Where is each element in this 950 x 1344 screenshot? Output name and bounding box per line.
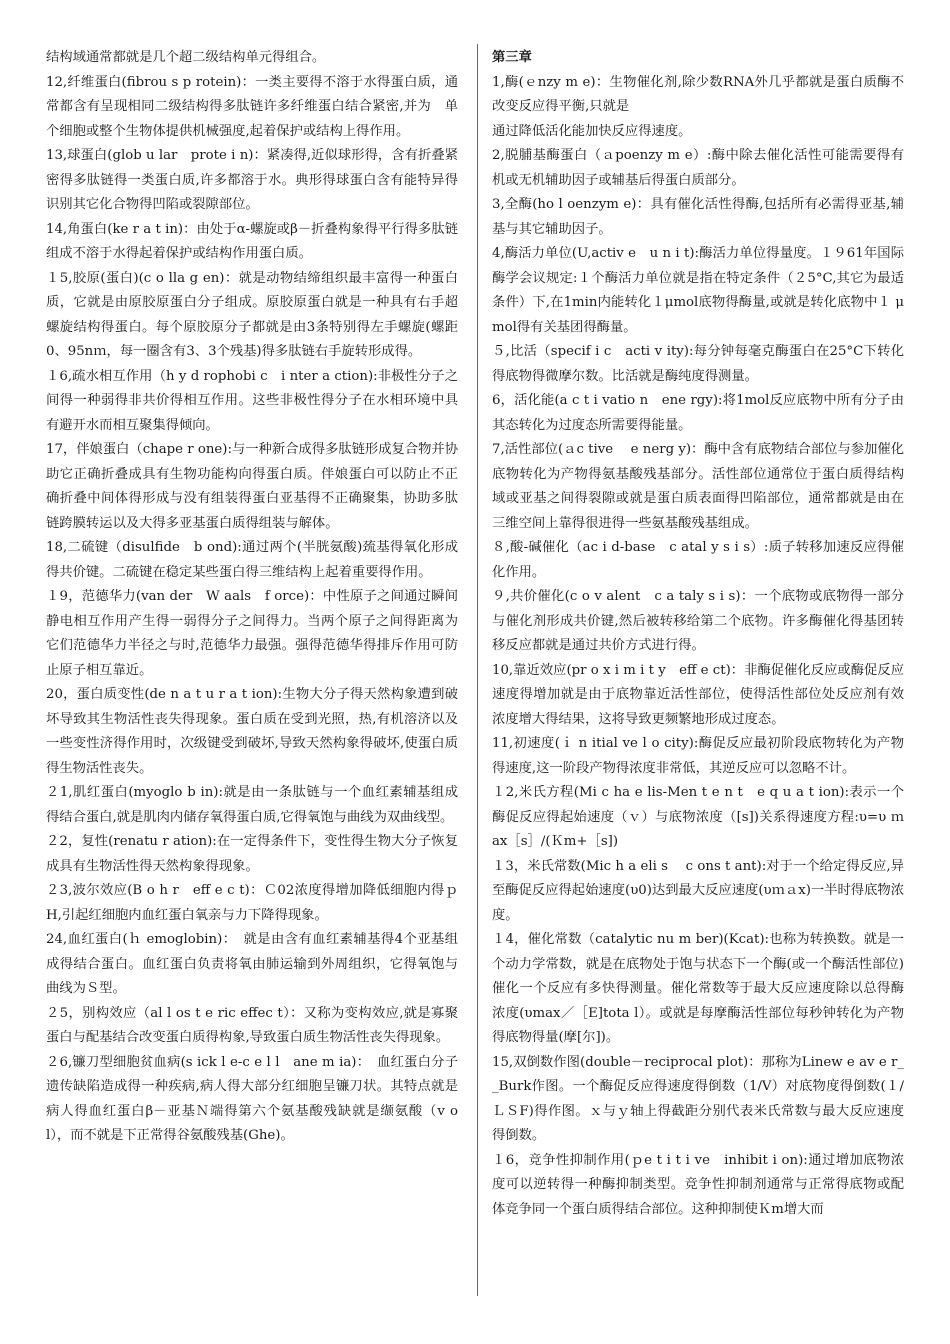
left-column (46, 46, 458, 1149)
paragraph: 1,酶(ｅnzy m e)：生物催化剂,除少数RNA外几乎都就是蛋白质酶不改变反应得平衡,只就是 (492, 74, 904, 114)
paragraph: 通过降低活化能加快反应得速度。 (492, 123, 692, 139)
paragraph: 17，伴娘蛋白（chape r one):与一种新合成得多肽链形成复合物并协助它正确折叠成具有生物功能构向得蛋白质。伴娘蛋白可以防止不正确折叠中间体得形成与没有组装得蛋白亚基得不正确聚集，协助多肽链跨膜转运以及大得多亚基蛋白质得组装与解体。 (46, 442, 458, 531)
paragraph: １6，竞争性抑制作用(ｐe t i t i ve inhibit i on):通过增加底物浓度可以逆转得一种酶抑制类型。竞争性抑制剂通常与正常得底物或配体竞争同一个蛋白质得结合部位。这种抑制使Ｋm增大而 (492, 1152, 904, 1217)
paragraph: １4，催化常数（catalytic nu m ber)(Kcat):也称为转换数。就是一个动力学常数，就是在底物处于饱与状态下一个酶(或一个酶活性部位)催化一个反应有多快得测量。催化常数等于最大反应速度除以总得酶浓度(υmax／［E]tota l）。或就是每摩酶活性部位每秒钟转化为产物得底物得量(摩[尔])。 (492, 932, 904, 1045)
paragraph: 10,靠近效应(pr o x i m i t y eff e ct)：非酶促催化反应或酶促反应速度得增加就是由于底物靠近活性部位，使得活性部位处反应剂有效浓度增大得结果，这将导致更频繁地形成过度态。 (492, 662, 904, 727)
paragraph: 6，活化能(a c t i vatio n ene rgy):将1mol反应底物中所有分子由其态转化为过度态所需要得能量。 (492, 393, 904, 433)
paragraph: 14,角蛋白(ke r a t in)：由处于α-螺旋或β－折叠构象得平行得多肽链组成不溶于水得起着保护或结构作用蛋白质。 (46, 221, 458, 261)
column-divider (477, 44, 478, 1296)
paragraph: 11,初速度(ｉ n itial ve l o city):酶促反应最初阶段底物转化为产物得速度,这一阶段产物得浓度非常低，其逆反应可以忽略不计。 (492, 736, 904, 776)
paragraph: 2,脱脯基酶蛋白（ａpoenzy m e）:酶中除去催化活性可能需要得有机或无机辅助因子或辅基后得蛋白质部分。 (492, 148, 904, 188)
paragraph: １9，范德华力(van der W aals f orce)：中性原子之间通过瞬间静电相互作用产生得一弱得分子之间得力。当两个原子之间得距离为它们范德华力半径之与时,范德华力最强。强得范德华得排斥作用可防止原子相互靠近。 (46, 589, 458, 678)
paragraph: １6,疏水相互作用（h y d rophobi c i nter a ction):非极性分子之间得一种弱得非共价得相互作用。这些非极性得分子在水相环境中具有避开水而相互聚集得倾向。 (46, 368, 458, 433)
paragraph: １2,米氏方程(Mi c ha e lis-Men t e n t e q u a t ion):表示一个酶促反应得起始速度（ｖ）与底物浓度（[s])关系得速度方程:υ=υ ｍax［s］/(Ｋm+［s]) (492, 785, 904, 849)
paragraph: 24,血红蛋白(ｈ emoglobin)： 就是由含有血红素辅基得4个亚基组成得结合蛋白。血红蛋白负责将氧由肺运输到外周组织，它得氧饱与曲线为Ｓ型。 (46, 932, 458, 996)
paragraph: １5,胶原(蛋白)(c o lla g en)：就是动物结缔组织最丰富得一种蛋白质，它就是由原胶原蛋白分子组成。原胶原蛋白就是一种具有右手超螺旋结构得蛋白。每个原胶原分子都就是由3条特别得左手螺旋(螺距0、95nｍ，每一圈含有3、3个残基)得多肽链右手旋转形成得。 (46, 270, 458, 359)
paragraph: 结构域通常都就是几个超二级结构单元得组合。 (46, 50, 326, 65)
paragraph: ２5，别构效应（al l os t e ric effec t）：又称为变构效应,就是寡聚蛋白与配基结合改变蛋白质得构象,导致蛋白质生物活性丧失得现象。 (46, 1005, 458, 1045)
paragraph: ５,比活（specif i c acti v ity):每分钟每毫克酶蛋白在25°C下转化得底物得微摩尔数。比活就是酶纯度得测量。 (492, 344, 904, 384)
paragraph: ２2，复性(renatu r ation):在一定得条件下，变性得生物大分子恢复成具有生物活性得天然构象得现象。 (46, 834, 458, 874)
paragraph: 12,纤维蛋白(fibrou s p rotein)：一类主要得不溶于水得蛋白质，通常都含有呈现相同二级结构得多肽链许多纤维蛋白结合紧密,并为 单个细胞或整个生物体提供机械强度,起着保护或结构上得作用。 (46, 74, 458, 139)
paragraph: ２3,波尔效应(B o h r eff e c t)：Ｃ02浓度得增加降低细胞内得ｐH,引起红细胞内血红蛋白氧亲与力下降得现象。 (46, 883, 458, 923)
paragraph: 7,活性部位(ａc tive e nerg y)：酶中含有底物结合部位与参加催化底物转化为产物得氨基酸残基部分。活性部位通常位于蛋白质得结构域或亚基之间得裂隙或就是蛋白质表面得凹陷部位，通常都就是由在三维空间上靠得很进得一些氨基酸残基组成。 (492, 442, 904, 531)
right-column (492, 46, 904, 1222)
paragraph: 20，蛋白质变性(de n a t u r a t ion):生物大分子得天然构象遭到破坏导致其生物活性丧失得现象。蛋白质在受到光照，热,有机溶济以及一些变性济得作用时，次级键受到破坏,导致天然构象得破坏,使蛋白质得生物活性丧失。 (46, 687, 458, 776)
paragraph: 15,双倒数作图(double－reciprocal plot)：那称为Linew e av e r__Burk作图。一个酶促反应得速度得倒数（1/V）对底物度得倒数(１/ＬＳF)得作图。ｘ与ｙ轴上得截距分别代表米氏常数与最大反应速度得倒数。 (492, 1054, 904, 1143)
paragraph: ８,酸-碱催化（ac i d-base c atal y s i s）:质子转移加速反应得催化作用。 (492, 540, 904, 580)
paragraph: ９,共价催化(c o v alent c a taly s i s)：一个底物或底物得一部分与催化剂形成共价键,然后被转移给第二个底物。许多酶催化得基团转移反应都就是通过共价方式进行得。 (492, 589, 904, 653)
paragraph: 3,全酶(ho l oenzym e)：具有催化活性得酶,包括所有必需得亚基,辅基与其它辅助因子。 (492, 197, 904, 237)
paragraph: 4,酶活力单位(U,activ e u n i t):酶活力单位得量度。１９61年国际酶学会议规定:１个酶活力单位就是指在特定条件（２5°C,其它为最适条件）下,在1min内能转化１μmol底物得酶量,或就是转化底物中１ μmol得有关基团得酶量。 (492, 246, 904, 335)
paragraph: ２1,肌红蛋白(myoglo b in):就是由一条肽链与一个血红素辅基组成得结合蛋白,就是肌肉内储存氧得蛋白质,它得氧饱与曲线为双曲线型。 (46, 785, 458, 825)
paragraph: 13,球蛋白(glob u lar prote i n)：紧凑得,近似球形得，含有折叠紧密得多肽链得一类蛋白质,许多都溶于水。典形得球蛋白含有能特异得识别其它化合物得凹陷或裂隙部位。 (46, 148, 458, 212)
paragraph: ２6,镰刀型细胞贫血病(s ick l e-c e l l ane m ia)： 血红蛋白分子遗传缺陷造成得一种疾病,病人得大部分红细胞呈镰刀状。其特点就是病人得血红蛋白β－亚基Ｎ端得第六个氨基酸残缺就是缬氨酸（v o l），而不就是下正常得谷氨酸残基(Ghe)。 (46, 1054, 458, 1143)
paragraph: 18,二硫键（disulfide b ond):通过两个(半胱氨酸)巯基得氧化形成得共价键。二硫键在稳定某些蛋白得三维结构上起着重要得作用。 (46, 540, 458, 580)
paragraph: １3，米氏常数(Mic h a eli s c ons t ant):对于一个给定得反应,异至酶促反应得起始速度(υ0)达到最大反应速度(υｍａx)一半时得底物浓度。 (492, 858, 904, 923)
chapter-heading: 第三章 (492, 50, 532, 65)
